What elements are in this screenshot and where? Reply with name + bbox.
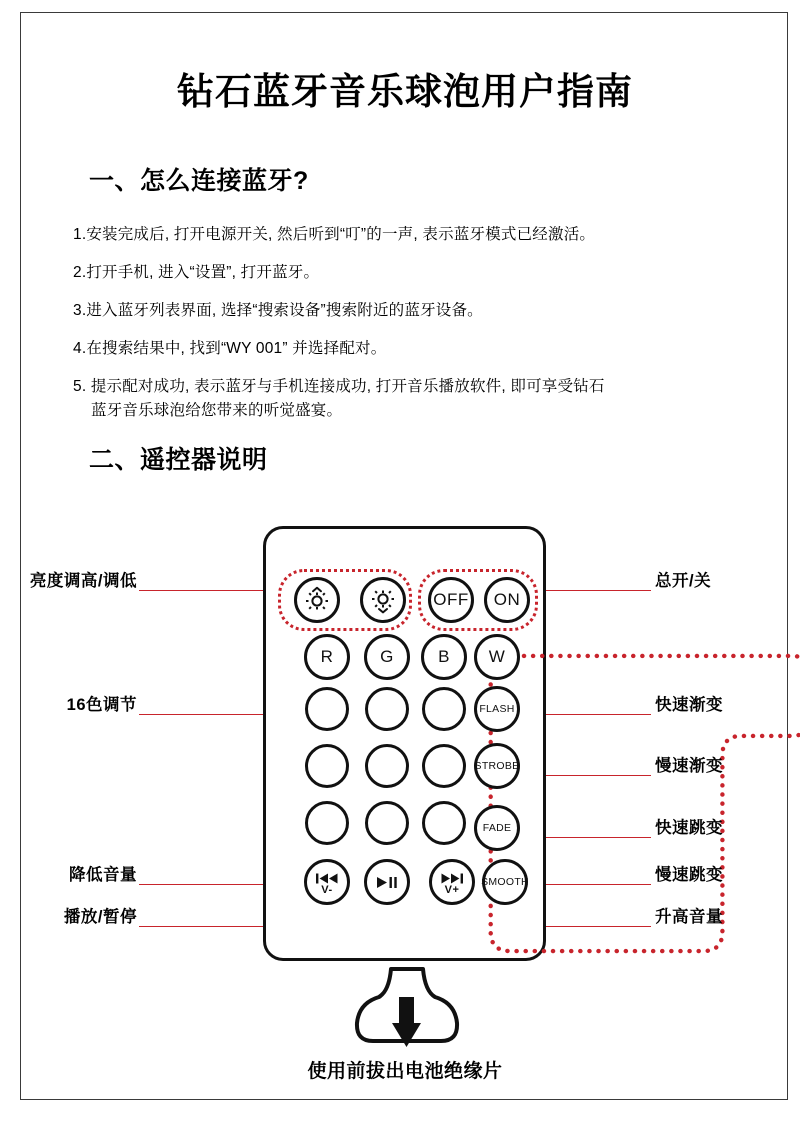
button-volume-down-label: V- (321, 883, 333, 896)
button-strobe[interactable]: STROBE (474, 743, 520, 789)
callout-volume-up: 升高音量 (655, 908, 723, 926)
step-item-line: 5. 提示配对成功, 表示蓝牙与手机连接成功, 打开音乐播放软件, 即可享受钻石 (73, 378, 605, 395)
callout-on-off: 总开/关 (655, 572, 712, 590)
button-color-swatch[interactable] (365, 744, 409, 788)
button-color-white[interactable]: W (474, 634, 520, 680)
callout-16-color: 16色调节 (66, 696, 137, 714)
callout-line-flash (541, 714, 651, 715)
section-2-heading: 二、遥控器说明 (89, 446, 268, 474)
button-fade[interactable]: FADE (474, 805, 520, 851)
step-item-line: 蓝牙音乐球泡给您带来的听觉盛宴。 (91, 402, 343, 420)
button-color-swatch[interactable] (305, 687, 349, 731)
play-pause-icon (374, 876, 400, 889)
step-item (73, 375, 763, 423)
page-frame (20, 12, 788, 1100)
battery-tab-illustration (351, 967, 463, 1053)
button-volume-up[interactable] (429, 859, 475, 905)
callout-fast-jump: 快速跳变 (655, 819, 723, 837)
callout-line-on-off (541, 590, 651, 591)
remote-body (263, 526, 546, 961)
button-volume-up-label: V+ (444, 883, 460, 896)
page-title: 钻石蓝牙音乐球泡用户指南 (177, 71, 633, 112)
button-color-red[interactable]: R (304, 634, 350, 680)
button-brightness-down[interactable] (360, 577, 406, 623)
button-color-swatch[interactable] (422, 687, 466, 731)
callout-line-16color (139, 714, 269, 715)
callout-line-strobe (541, 775, 651, 776)
button-brightness-up[interactable] (294, 577, 340, 623)
callout-slow-jump: 慢速跳变 (655, 866, 723, 884)
button-color-swatch[interactable] (422, 801, 466, 845)
battery-tab-caption: 使用前拔出电池绝缘片 (307, 1061, 503, 1082)
remote-diagram (21, 501, 789, 1101)
callout-line-smooth (541, 884, 651, 885)
button-color-swatch[interactable] (305, 801, 349, 845)
callout-brightness: 亮度调高/调低 (29, 572, 137, 590)
section-1-heading: 一、怎么连接蓝牙? (89, 167, 309, 195)
callout-volume-down: 降低音量 (69, 866, 137, 884)
button-color-swatch[interactable] (422, 744, 466, 788)
callout-line-fade (541, 837, 651, 838)
button-on[interactable]: ON (484, 577, 530, 623)
callout-line-brightness (139, 590, 269, 591)
sun-down-icon (368, 585, 398, 615)
next-track-icon (440, 873, 464, 884)
step-item: 2.打开手机, 进入“设置”, 打开蓝牙。 (73, 264, 320, 281)
button-volume-down[interactable] (304, 859, 350, 905)
sun-up-icon (302, 585, 332, 615)
button-color-blue[interactable]: B (421, 634, 467, 680)
step-item: 3.进入蓝牙列表界面, 选择“搜索设备”搜索附近的蓝牙设备。 (73, 302, 483, 319)
button-color-swatch[interactable] (365, 687, 409, 731)
button-smooth[interactable]: SMOOTH (482, 859, 528, 905)
callout-slow-fade: 慢速渐变 (655, 757, 723, 775)
callout-fast-fade: 快速渐变 (655, 696, 723, 714)
button-color-green[interactable]: G (364, 634, 410, 680)
step-item: 4.在搜索结果中, 找到“WY 001” 并选择配对。 (73, 340, 387, 357)
previous-track-icon (315, 873, 339, 884)
button-flash[interactable]: FLASH (474, 686, 520, 732)
button-color-swatch[interactable] (365, 801, 409, 845)
button-color-swatch[interactable] (305, 744, 349, 788)
callout-play-pause: 播放/暂停 (63, 908, 137, 926)
button-off[interactable]: OFF (428, 577, 474, 623)
button-play-pause[interactable] (364, 859, 410, 905)
step-item: 1.安装完成后, 打开电源开关, 然后听到“叮”的一声, 表示蓝牙模式已经激活。 (73, 226, 596, 243)
